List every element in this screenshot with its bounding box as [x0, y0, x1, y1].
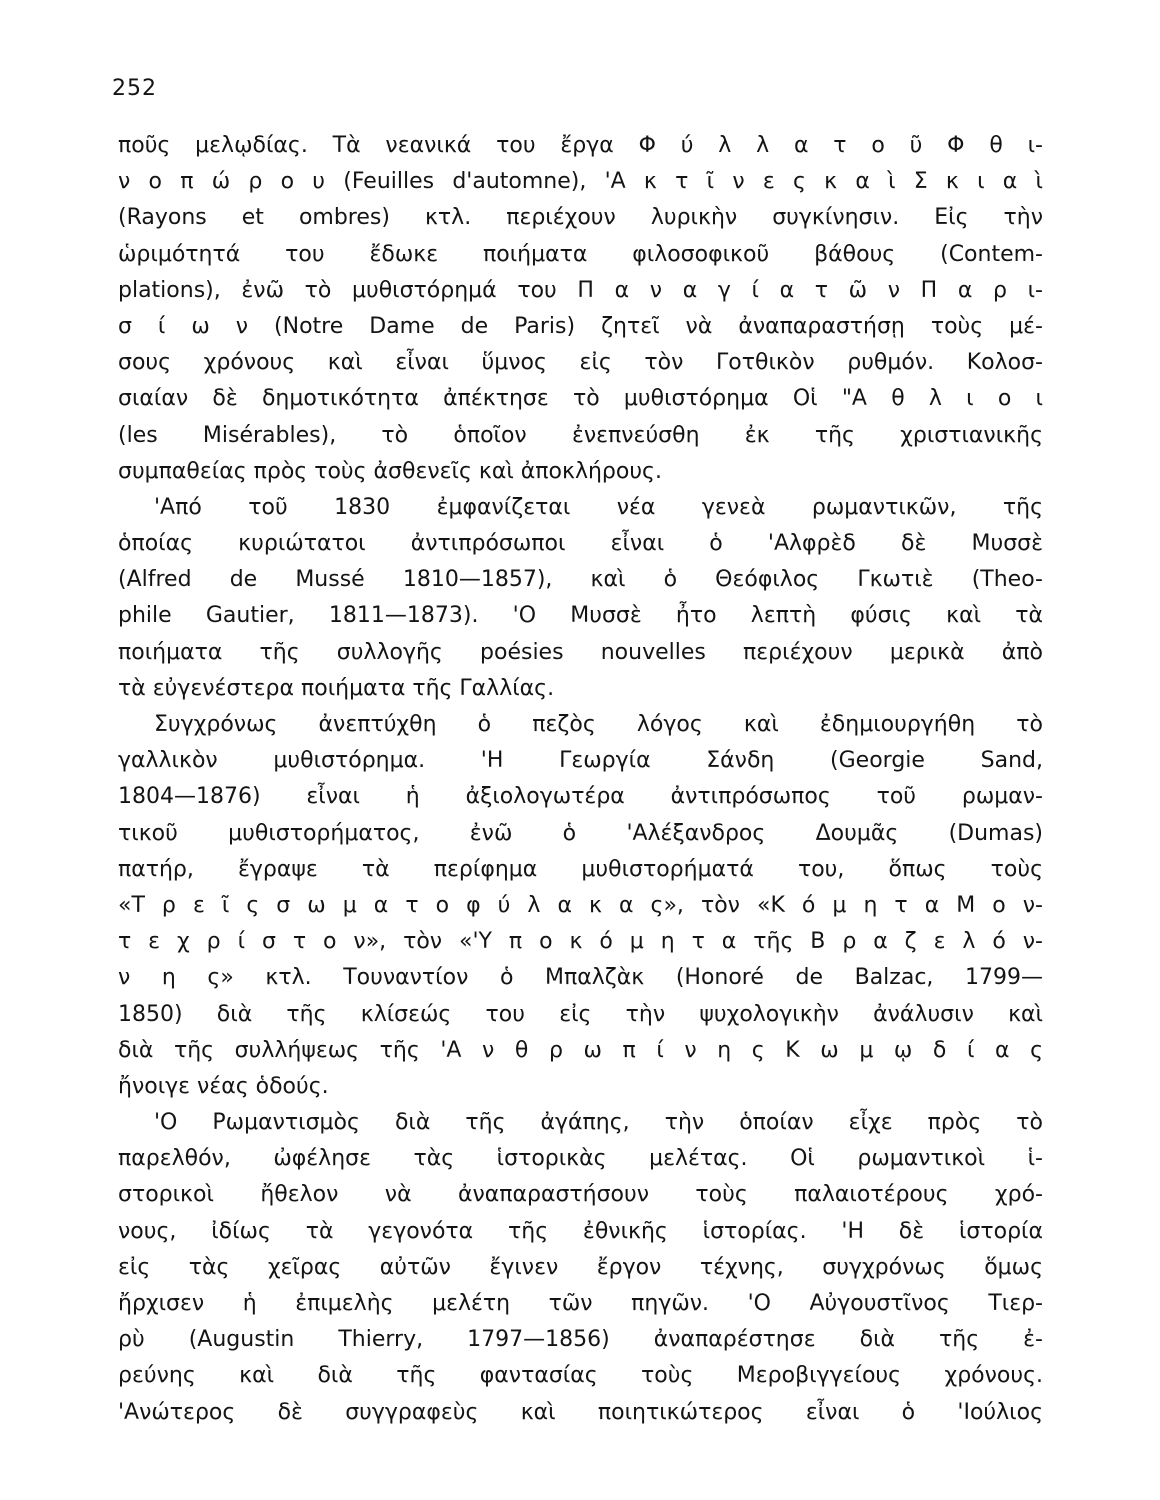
text-line: ν ο π ώ ρ ο υ (Feuilles d'automne), 'Α κ τ ῖ ν ε ς κ α ὶ Σ κ ι α ὶ [118, 169, 1043, 195]
text-line: Συγχρόνως ἀνεπτύχθη ὁ πεζὸς λόγος καὶ ἐδημιουργήθη τὸ [154, 712, 1043, 737]
text-line: plations), ἐνῶ τὸ μυθιστόρημά του Π α ν α γ ί α τ ῶ ν Π α ρ ι- [118, 277, 1043, 303]
text-line: ἤνοιγε νέας ὁδούς. [118, 1073, 329, 1099]
text-line: παρελθόν, ὠφέλησε τὰς ἱστορικὰς μελέτας. Οἱ ρωμαντικοὶ ἱ- [118, 1146, 1043, 1172]
text-line: τὰ εὐγενέστερα ποιήματα τῆς Γαλλίας. [118, 675, 555, 701]
text-line: (Rayons et ombres) κτλ. περιέχουν λυρικὴν συγκίνησιν. Εἰς τὴν [118, 205, 1043, 231]
text-line: 'Ανώτερος δὲ συγγραφεὺς καὶ ποιητικώτερος εἶναι ὁ 'Ιούλιος [118, 1399, 1043, 1425]
text-line: συμπαθείας πρὸς τοὺς ἀσθενεῖς καὶ ἀποκλήρους. [118, 458, 662, 484]
text-line: ἤρχισεν ἡ ἐπιμελὴς μελέτη τῶν πηγῶν. 'Ο Αὐγουστῖνος Τιερ- [118, 1291, 1043, 1316]
text-line: εἰς τὰς χεῖρας αὐτῶν ἔγινεν ἔργον τέχνης, συγχρόνως ὅμως [118, 1254, 1043, 1280]
text-line: ρεύνης καὶ διὰ τῆς φαντασίας τοὺς Μεροβιγγείους χρόνους. [118, 1363, 1043, 1389]
text-line: phile Gautier, 1811—1873). 'Ο Μυσσὲ ἦτο λεπτὴ φύσις καὶ τὰ [118, 603, 1043, 629]
text-line: νους, ἰδίως τὰ γεγονότα τῆς ἐθνικῆς ἱστορίας. 'Η δὲ ἱστορία [118, 1218, 1043, 1244]
text-line: ρὺ (Augustin Thierry, 1797—1856) ἀναπαρέστησε διὰ τῆς ἐ- [118, 1327, 1043, 1353]
text-line: τ ε χ ρ ί σ τ ο ν», τὸν «'Υ π ο κ ό μ η τ α τῆς Β ρ α ζ ε λ ό ν- [118, 929, 1043, 955]
text-line: γαλλικὸν μυθιστόρημα. 'Η Γεωργία Σάνδη (Georgie Sand, [118, 748, 1043, 774]
text-line: στορικοὶ ἤθελον νὰ ἀναπαραστήσουν τοὺς παλαιοτέρους χρό- [118, 1182, 1043, 1208]
text-line: (Alfred de Mussé 1810—1857), καὶ ὁ Θεόφιλος Γκωτιὲ (Theo- [118, 567, 1043, 593]
text-line: «Τ ρ ε ῖ ς σ ω μ α τ ο φ ύ λ α κ α ς», τὸν «Κ ό μ η τ α Μ ο ν- [118, 892, 1043, 918]
text-line: ποῦς μελῳδίας. Τὰ νεανικά του ἔργα Φ ύ λ λ α τ ο ῦ Φ θ ι- [118, 133, 1043, 158]
text-line: ὁποίας κυριώτατοι ἀντιπρόσωποι εἶναι ὁ 'Αλφρὲδ δὲ Μυσσὲ [118, 531, 1043, 557]
text-line: σους χρόνους καὶ εἶναι ὕμνος εἰς τὸν Γοτθικὸν ρυθμόν. Κολοσ- [118, 350, 1043, 376]
text-line: 1804—1876) εἶναι ἡ ἀξιολογωτέρα ἀντιπρόσωπος τοῦ ρωμαν- [118, 784, 1043, 810]
text-line: ὡριμότητά του ἔδωκε ποιήματα φιλοσοφικοῦ βάθους (Contem- [118, 241, 1043, 267]
text-line: τικοῦ μυθιστορήματος, ἐνῶ ὁ 'Αλέξανδρος Δουμᾶς (Dumas) [118, 820, 1043, 846]
text-line: 1850) διὰ τῆς κλίσεώς του εἰς τὴν ψυχολογικὴν ἀνάλυσιν καὶ [118, 1001, 1043, 1027]
text-line: διὰ τῆς συλλήψεως τῆς 'Α ν θ ρ ω π ί ν η ς Κ ω μ ῳ δ ί α ς [118, 1037, 1043, 1063]
text-line: ποιήματα τῆς συλλογῆς poésies nouvelles περιέχουν μερικὰ ἀπὸ [118, 639, 1043, 665]
text-line: σιαίαν δὲ δημοτικότητα ἀπέκτησε τὸ μυθιστόρημα Οἱ "Α θ λ ι ο ι [118, 386, 1043, 412]
text-line: (les Misérables), τὸ ὁποῖον ἐνεπνεύσθη ἐκ τῆς χριστιανικῆς [118, 422, 1043, 448]
text-line: 'Από τοῦ 1830 ἐμφανίζεται νέα γενεὰ ρωμαντικῶν, τῆς [154, 494, 1043, 520]
text-line: ν η ς» κτλ. Τουναντίον ὁ Μπαλζὰκ (Honoré de Balzac, 1799— [118, 965, 1043, 991]
page-number: 252 [112, 76, 157, 101]
body-text [118, 128, 1043, 1431]
text-line: σ ί ω ν (Notre Dame de Paris) ζητεῖ νὰ ἀναπαραστήσῃ τοὺς μέ- [118, 313, 1043, 339]
text-line: 'Ο Ρωμαντισμὸς διὰ τῆς ἀγάπης, τὴν ὁποίαν εἶχε πρὸς τὸ [154, 1110, 1043, 1136]
text-line: πατήρ, ἔγραψε τὰ περίφημα μυθιστορήματά του, ὅπως τοὺς [118, 856, 1043, 882]
